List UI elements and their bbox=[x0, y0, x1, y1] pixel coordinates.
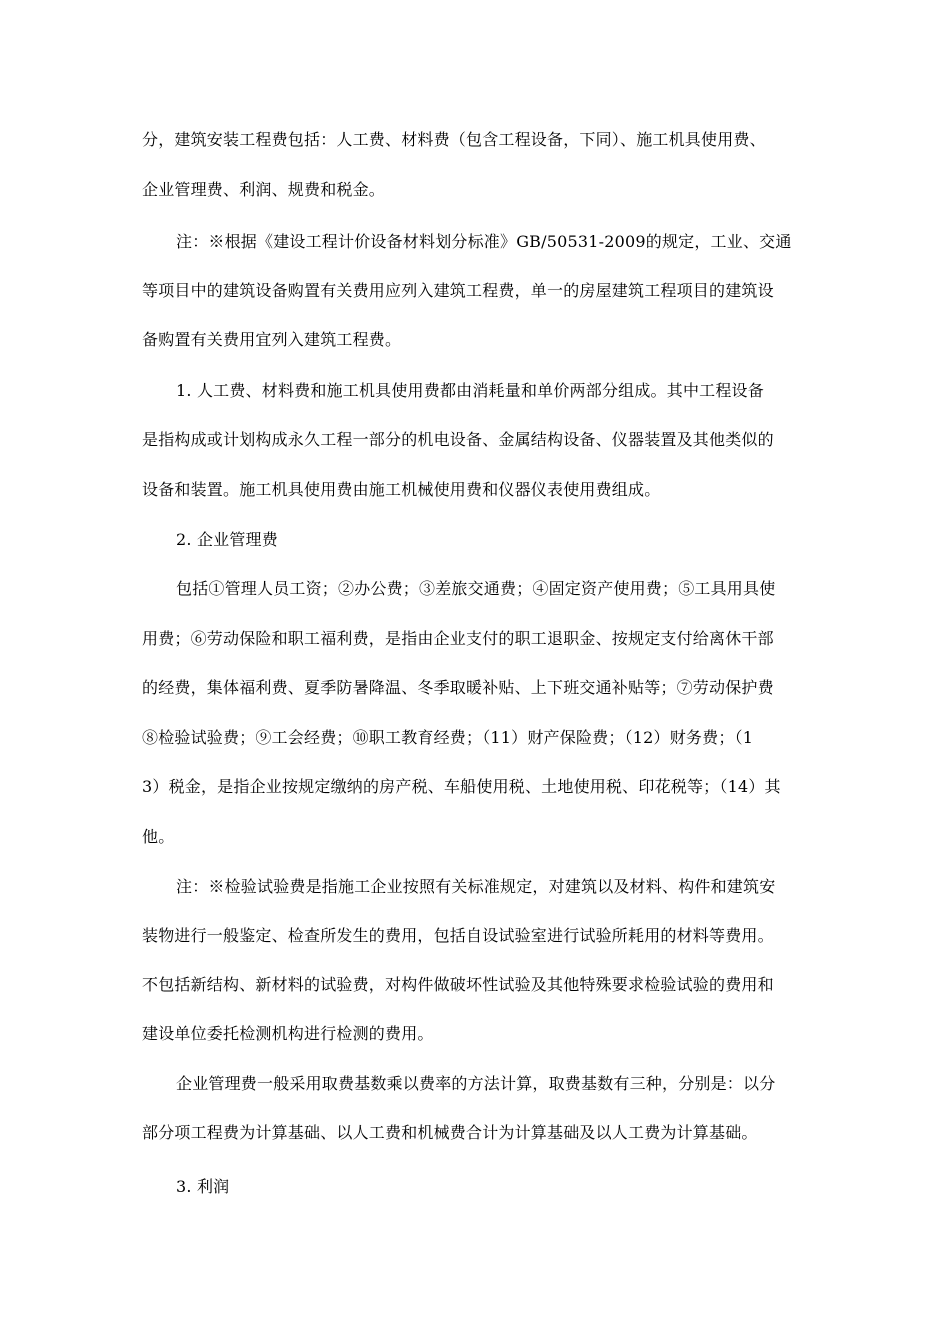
note-line: 注：※根据《建设工程计价设备材料划分标准》GB/50531-2009的规定，工业、交通 bbox=[176, 232, 792, 251]
list-item-1-line: 1. 人工费、材料费和施工机具使用费都由消耗量和单价两部分组成。其中工程设备 bbox=[176, 381, 764, 400]
paragraph-line: 分，建筑安装工程费包括：人工费、材料费（包含工程设备，下同）、施工机具使用费、 bbox=[142, 130, 766, 149]
note-line: 装物进行一般鉴定、检查所发生的费用，包括自设试验室进行试验所耗用的材料等费用。 bbox=[142, 926, 774, 945]
list-item-1-line: 是指构成或计划构成永久工程一部分的机电设备、金属结构设备、仪器装置及其他类似的 bbox=[142, 430, 774, 449]
list-item-3-heading: 3. 利润 bbox=[176, 1177, 230, 1196]
paragraph-line: 部分项工程费为计算基础、以人工费和机械费合计为计算基础及以人工费为计算基础。 bbox=[142, 1123, 758, 1142]
note-line: 建设单位委托检测机构进行检测的费用。 bbox=[142, 1024, 434, 1043]
paragraph-line: 的经费，集体福利费、夏季防暑降温、冬季取暖补贴、上下班交通补贴等；⑦劳动保护费 bbox=[142, 678, 774, 697]
paragraph-line: ⑧检验试验费；⑨工会经费；⑩职工教育经费；（11）财产保险费；（12）财务费；（1 bbox=[142, 728, 754, 747]
paragraph-line: 3）税金，是指企业按规定缴纳的房产税、车船使用税、土地使用税、印花税等；（14）其 bbox=[142, 777, 781, 796]
paragraph-line: 包括①管理人员工资；②办公费；③差旅交通费；④固定资产使用费；⑤工具用具使 bbox=[176, 579, 776, 598]
list-item-1-line: 设备和装置。施工机具使用费由施工机械使用费和仪器仪表使用费组成。 bbox=[142, 480, 661, 499]
paragraph-line: 企业管理费一般采用取费基数乘以费率的方法计算，取费基数有三种，分别是：以分 bbox=[176, 1074, 776, 1093]
note-line: 备购置有关费用宜列入建筑工程费。 bbox=[142, 330, 402, 349]
paragraph-line: 他。 bbox=[142, 827, 175, 846]
note-line: 注：※检验试验费是指施工企业按照有关标准规定，对建筑以及材料、构件和建筑安 bbox=[176, 877, 776, 896]
paragraph-line: 用费；⑥劳动保险和职工福利费，是指由企业支付的职工退职金、按规定支付给离休干部 bbox=[142, 629, 774, 648]
paragraph-line: 企业管理费、利润、规费和税金。 bbox=[142, 180, 386, 199]
note-line: 等项目中的建筑设备购置有关费用应列入建筑工程费，单一的房屋建筑工程项目的建筑设 bbox=[142, 281, 774, 300]
note-line: 不包括新结构、新材料的试验费，对构件做破坏性试验及其他特殊要求检验试验的费用和 bbox=[142, 975, 774, 994]
list-item-2-heading: 2. 企业管理费 bbox=[176, 530, 278, 549]
